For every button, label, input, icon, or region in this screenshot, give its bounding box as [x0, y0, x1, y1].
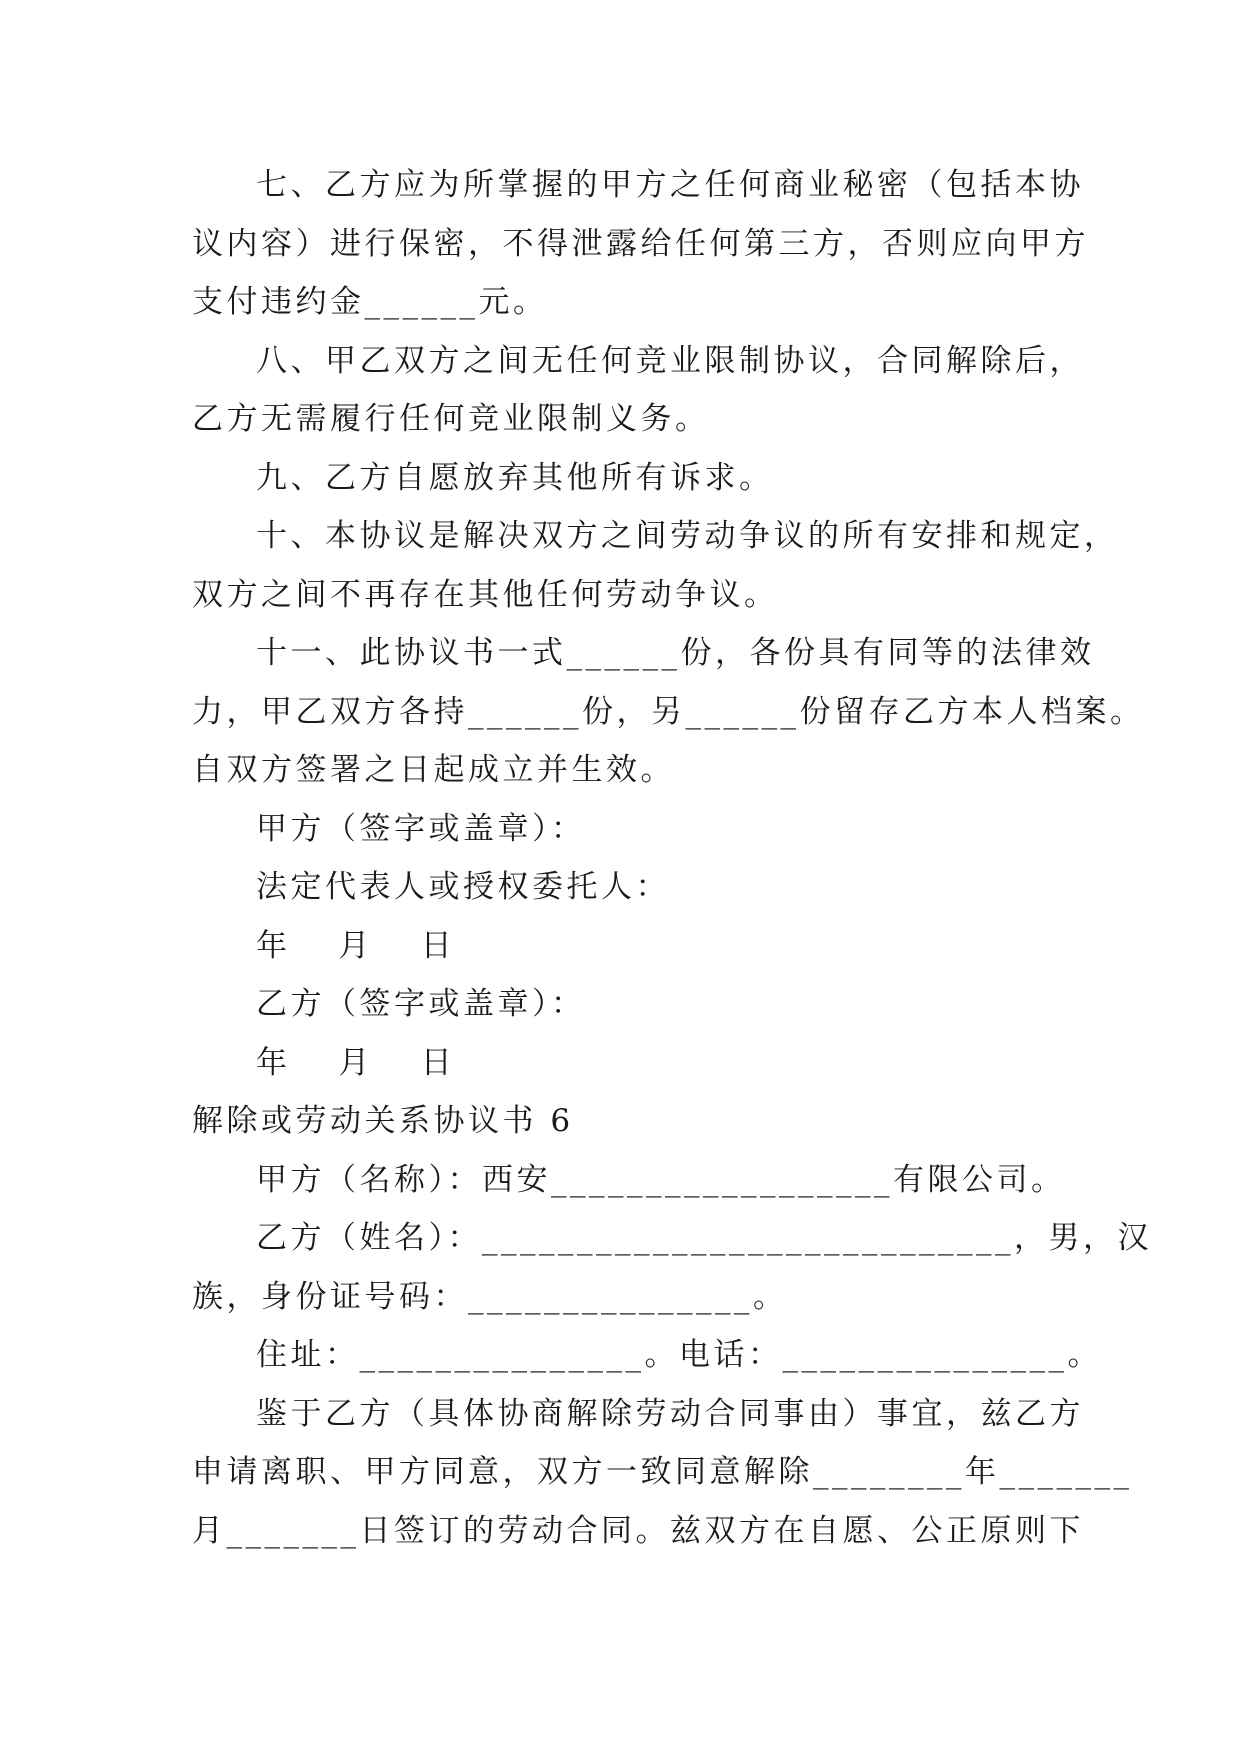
section-heading: 解除或劳动关系协议书 6: [192, 1103, 574, 1139]
text-line: 年 月 日: [256, 927, 456, 964]
text-line: 支付违约金______元。: [192, 284, 548, 320]
text-line: 月_______日签订的劳动合同。兹双方在自愿、公正原则下: [192, 1512, 1084, 1549]
text-line: 议内容）进行保密，不得泄露给任何第三方，否则应向甲方: [192, 225, 1089, 262]
text-line: 双方之间不再存在其他任何劳动争议。: [192, 576, 779, 613]
text-line: 自双方签署之日起成立并生效。: [192, 752, 675, 788]
text-line: 住址：_______________。电话：_______________。: [256, 1337, 1102, 1373]
text-line: 乙方（签字或盖章）：: [256, 986, 586, 1022]
text-line: 乙方（姓名）：____________________________，男，汉: [256, 1220, 1152, 1256]
text-line: 十、本协议是解决双方之间劳动争议的所有安排和规定，: [256, 518, 1119, 554]
text-line: 十一、此协议书一式______份，各份具有同等的法律效: [256, 635, 1095, 671]
text-line: 法定代表人或授权委托人：: [256, 869, 670, 905]
text-line: 八、甲乙双方之间无任何竞业限制协议，合同解除后，: [256, 342, 1084, 379]
text-line: 甲方（名称）：西安__________________有限公司。: [256, 1161, 1066, 1198]
text-line: 力，甲乙双方各持______份，另______份留存乙方本人档案。: [192, 693, 1145, 730]
text-line: 鉴于乙方（具体协商解除劳动合同事由）事宜，兹乙方: [256, 1395, 1084, 1432]
document-body: [192, 156, 1152, 1560]
text-line: 族，身份证号码：_______________。: [192, 1278, 788, 1315]
text-line: 甲方（签字或盖章）：: [256, 810, 586, 847]
text-line: 申请离职、甲方同意，双方一致同意解除________年_______: [192, 1454, 1133, 1490]
text-line: 九、乙方自愿放弃其他所有诉求。: [256, 459, 774, 496]
text-line: 七、乙方应为所掌握的甲方之任何商业秘密（包括本协: [256, 167, 1084, 203]
text-line: 年 月 日: [256, 1044, 456, 1081]
text-line: 乙方无需履行任何竞业限制义务。: [192, 401, 710, 437]
